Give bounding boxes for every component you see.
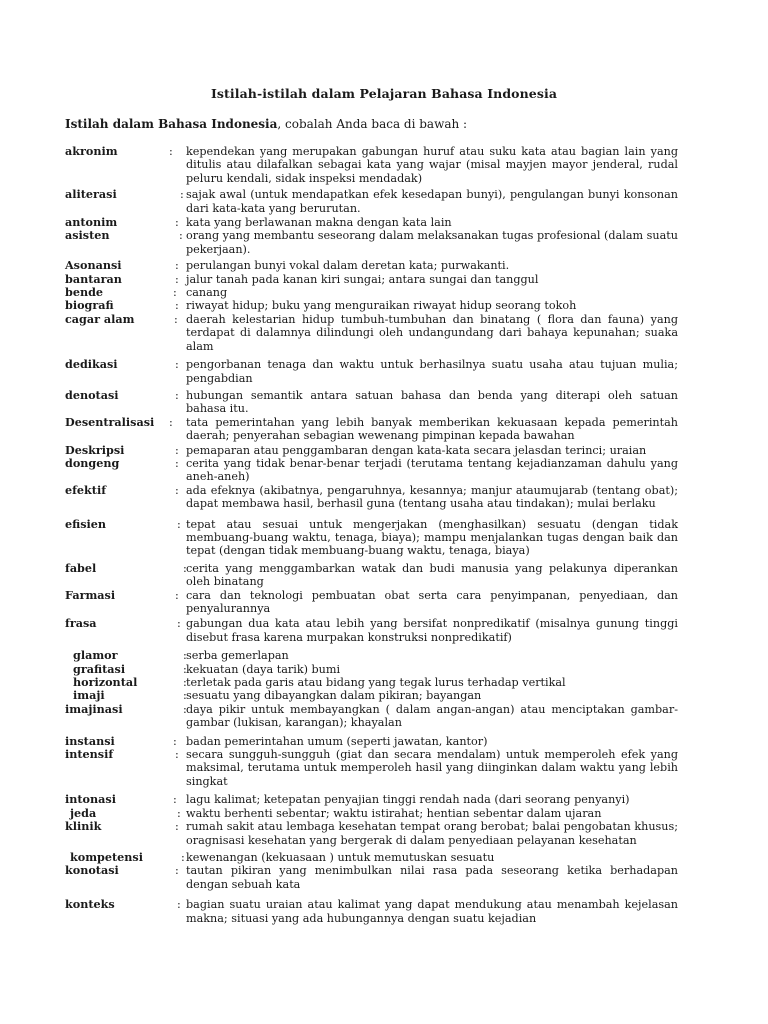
entry-term: grafitasi <box>73 661 126 676</box>
entry-separator: : <box>183 689 187 703</box>
entry-definition: cara dan teknologi pembuatan obat serta cara penyimpanan, penyediaan, dan penyalurannya <box>186 588 678 615</box>
entry-definition: sesuatu yang dibayangkan dalam pikiran; bayangan <box>186 689 482 703</box>
entry-term: cagar alam <box>65 311 135 326</box>
glossary-entry <box>65 663 678 676</box>
entry-term: Desentralisasi <box>65 414 155 429</box>
entry-separator: : <box>175 259 179 273</box>
glossary-entry <box>65 676 678 689</box>
entry-definition: serba gemerlapan <box>186 649 289 663</box>
entry-separator: : <box>175 388 179 402</box>
entry-separator: : <box>175 443 179 457</box>
entry-definition: hubungan semantik antara satuan bahasa dan benda yang diterapi oleh satuan bahasa itu. <box>186 388 678 416</box>
entry-separator: : <box>175 588 179 602</box>
entry-definition: kata yang berlawanan makna dengan kata lain <box>186 216 452 230</box>
entry-separator: : <box>183 662 187 676</box>
entry-separator: : <box>175 483 179 497</box>
entry-definition: cerita yang tidak benar-benar terjadi (terutama tentang kejadianzaman dahulu yang aneh-aneh) <box>186 456 678 484</box>
glossary-entry <box>65 259 678 272</box>
entry-term: instansi <box>65 733 115 748</box>
glossary-entry <box>65 820 678 847</box>
entry-separator: : <box>183 649 187 663</box>
entry-term: horizontal <box>73 675 138 690</box>
entry-separator: : <box>177 517 181 531</box>
entry-separator: : <box>183 561 187 575</box>
entry-separator: : <box>183 676 187 690</box>
glossary-entry <box>65 229 678 256</box>
entry-term: jeda <box>70 805 97 820</box>
entry-definition: kependekan yang merupakan gabungan huruf atau suku kata atau bagian lain yang ditulis atau dilafalkan sebagai kata yang wajar (misal mayjen mayor jenderal, rudal peluru kendali, sidak inspeksi mendadak) <box>186 145 678 185</box>
entry-definition: tautan pikiran yang menimbulkan nilai rasa pada seseorang ketika berhadapan dengan sebuah kata <box>186 864 678 891</box>
entry-definition: kewenangan (kekuasaan ) untuk memutuskan sesuatu <box>186 850 495 864</box>
entry-definition: pengorbanan tenaga dan waktu untuk berhasilnya suatu usaha atau tujuan mulia; pengabdian <box>186 358 678 385</box>
glossary-entry <box>65 313 678 353</box>
entry-separator: : <box>179 229 183 243</box>
entry-term: Farmasi <box>65 587 116 602</box>
entry-separator: : <box>175 272 179 286</box>
entry-definition: riwayat hidup; buku yang menguraikan riwayat hidup seorang tokoh <box>186 299 577 313</box>
glossary-entry <box>65 286 678 299</box>
entry-term: akronim <box>65 144 118 158</box>
entry-separator: : <box>180 188 184 202</box>
entry-term: konteks <box>65 897 115 912</box>
entry-separator: : <box>175 456 179 470</box>
entry-definition: lagu kalimat; ketepatan penyajian tinggi rendah nada (dari seorang penyanyi) <box>186 793 630 807</box>
entry-definition: gabungan dua kata atau lebih yang bersifat nonpredikatif (misalnya gunung tinggi disebut frasa karena murpakan konstruksi nonpredikatif) <box>186 617 678 644</box>
entry-definition: ada efeknya (akibatnya, pengaruhnya, kesannya; manjur ataumujarab (tentang obat); dapat membawa hasil, berhasil guna (tentang usaha atau tindakan); mulai berlaku <box>186 483 678 511</box>
glossary-entry <box>65 188 678 215</box>
entry-definition: daya pikir untuk membayangkan ( dalam angan-angan) atau menciptakan gambar-gambar (lukisan, karangan); khayalan <box>186 702 678 730</box>
entry-definition: badan pemerintahan umum (seperti jawatan, kantor) <box>186 734 488 748</box>
entry-definition: bagian suatu uraian atau kalimat yang dapat mendukung atau menambah kejelasan makna; situasi yang ada hubungannya dengan suatu kejadian <box>186 898 678 925</box>
glossary-entry <box>65 703 678 730</box>
glossary-entry <box>65 748 678 788</box>
glossary-entry <box>65 457 678 484</box>
entry-separator: : <box>173 734 177 748</box>
glossary-entry <box>65 145 678 185</box>
glossary-entry <box>65 358 678 385</box>
entry-definition: tepat atau sesuai untuk mengerjakan (menghasilkan) sesuatu (dengan tidak membuang-buang waktu, tenaga, biaya); mampu menjalankan tugas dengan baik dan tepat (dengan tidak membuang-buang waktu, tenaga, biaya) <box>186 517 678 558</box>
glossary-entry <box>65 735 678 748</box>
glossary-entry <box>65 898 678 925</box>
entry-separator: : <box>175 216 179 230</box>
entry-term: klinik <box>65 819 102 834</box>
entry-term: kompetensi <box>70 849 143 864</box>
entry-separator: : <box>183 702 187 716</box>
entry-definition: canang <box>186 286 228 300</box>
entry-definition: kekuatan (daya tarik) bumi <box>186 662 341 676</box>
entry-separator: : <box>173 286 177 300</box>
entry-term: Deskripsi <box>65 442 125 457</box>
entry-separator: : <box>169 145 173 158</box>
document-title: Istilah-istilah dalam Pelajaran Bahasa Indonesia <box>210 86 558 101</box>
entry-definition: pemaparan atau penggambaran dengan kata-kata secara jelasdan terinci; uraian <box>186 443 647 457</box>
entry-definition: terletak pada garis atau bidang yang tegak lurus terhadap vertikal <box>186 676 566 690</box>
glossary-entry <box>65 851 678 864</box>
entry-term: dongeng <box>65 455 120 470</box>
entry-term: biografi <box>65 298 114 313</box>
glossary-entry <box>65 273 678 286</box>
glossary-entry <box>65 299 678 312</box>
glossary-list <box>65 145 678 925</box>
entry-term: antonim <box>65 215 118 230</box>
intro-bold: Istilah dalam Bahasa Indonesia <box>65 117 278 131</box>
entry-term: efektif <box>65 482 107 497</box>
entry-separator: : <box>177 898 181 912</box>
entry-term: intensif <box>65 747 114 762</box>
entry-definition: orang yang membantu seseorang dalam melaksanakan tugas profesional (dalam suatu pekerjaan). <box>186 229 678 256</box>
entry-term: frasa <box>65 616 97 631</box>
entry-definition: tata pemerintahan yang lebih banyak memberikan kekuasaan kepada pemerintah daerah; penyerahan sebagian wewenang pimpinan kepada bawahan <box>186 415 678 443</box>
entry-separator: : <box>175 299 179 313</box>
glossary-entry <box>65 793 678 806</box>
entry-definition: secara sungguh-sungguh (giat dan secara mendalam) untuk memperoleh efek yang maksimal, terutama untuk memperoleh hasil yang diinginkan dalam waktu yang lebih singkat <box>186 748 678 788</box>
entry-separator: : <box>177 806 181 820</box>
entry-definition: daerah kelestarian hidup tumbuh-tumbuhan dan binatang ( flora dan fauna) yang terdapat di dalamnya dilindungi oleh undangundang dari bahaya kepunahan; suaka alam <box>186 312 678 353</box>
entry-term: Asonansi <box>65 258 122 273</box>
glossary-entry <box>65 617 678 644</box>
glossary-entry <box>65 589 678 616</box>
glossary-entry <box>65 484 678 511</box>
entry-separator: : <box>175 864 179 878</box>
entry-term: fabel <box>65 560 97 575</box>
entry-term: konotasi <box>65 863 119 878</box>
entry-separator: : <box>175 358 179 372</box>
intro-rest: , cobalah Anda baca di bawah : <box>277 117 468 131</box>
glossary-entry <box>65 389 678 416</box>
entry-term: glamor <box>73 648 118 663</box>
entry-separator: : <box>173 793 177 807</box>
glossary-entry <box>65 416 678 443</box>
glossary-entry <box>65 562 678 589</box>
entry-definition: sajak awal (untuk mendapatkan efek kesedapan bunyi), pengulangan bunyi konsonan dari kata-kata yang berurutan. <box>186 188 678 215</box>
entry-term: efisien <box>65 516 107 531</box>
glossary-entry <box>65 807 678 820</box>
entry-separator: : <box>175 820 179 834</box>
entry-term: denotasi <box>65 387 119 402</box>
entry-term: imaji <box>73 688 105 703</box>
entry-separator: : <box>174 312 178 326</box>
intro-line <box>65 117 467 131</box>
entry-term: asisten <box>65 228 110 243</box>
entry-separator: : <box>175 748 179 762</box>
entry-separator: : <box>177 617 181 631</box>
entry-separator: : <box>169 415 173 429</box>
entry-term: bende <box>65 285 104 300</box>
entry-term: imajinasi <box>65 701 123 716</box>
entry-definition: jalur tanah pada kanan kiri sungai; antara sungai dan tanggul <box>186 272 539 286</box>
entry-definition: cerita yang menggambarkan watak dan budi manusia yang pelakunya diperankan oleh binatang <box>186 561 678 589</box>
entry-term: aliterasi <box>65 187 117 202</box>
entry-term: dedikasi <box>65 357 118 372</box>
glossary-entry <box>65 864 678 891</box>
entry-separator: : <box>181 850 185 864</box>
entry-term: bantaran <box>65 271 122 286</box>
entry-definition: waktu berhenti sebentar; waktu istirahat; hentian sebentar dalam ujaran <box>186 806 602 820</box>
entry-definition: rumah sakit atau lembaga kesehatan tempat orang berobat; balai pengobatan khusus; oragnisasi kesehatan yang bergerak di dalam penyediaan pelayanan kesehatan <box>186 820 678 847</box>
glossary-entry <box>65 689 678 702</box>
entry-term: intonasi <box>65 792 116 807</box>
glossary-entry <box>65 216 678 229</box>
glossary-entry <box>65 518 678 558</box>
glossary-entry <box>65 444 678 457</box>
entry-definition: perulangan bunyi vokal dalam deretan kata; purwakanti. <box>186 259 510 273</box>
glossary-entry <box>65 649 678 662</box>
